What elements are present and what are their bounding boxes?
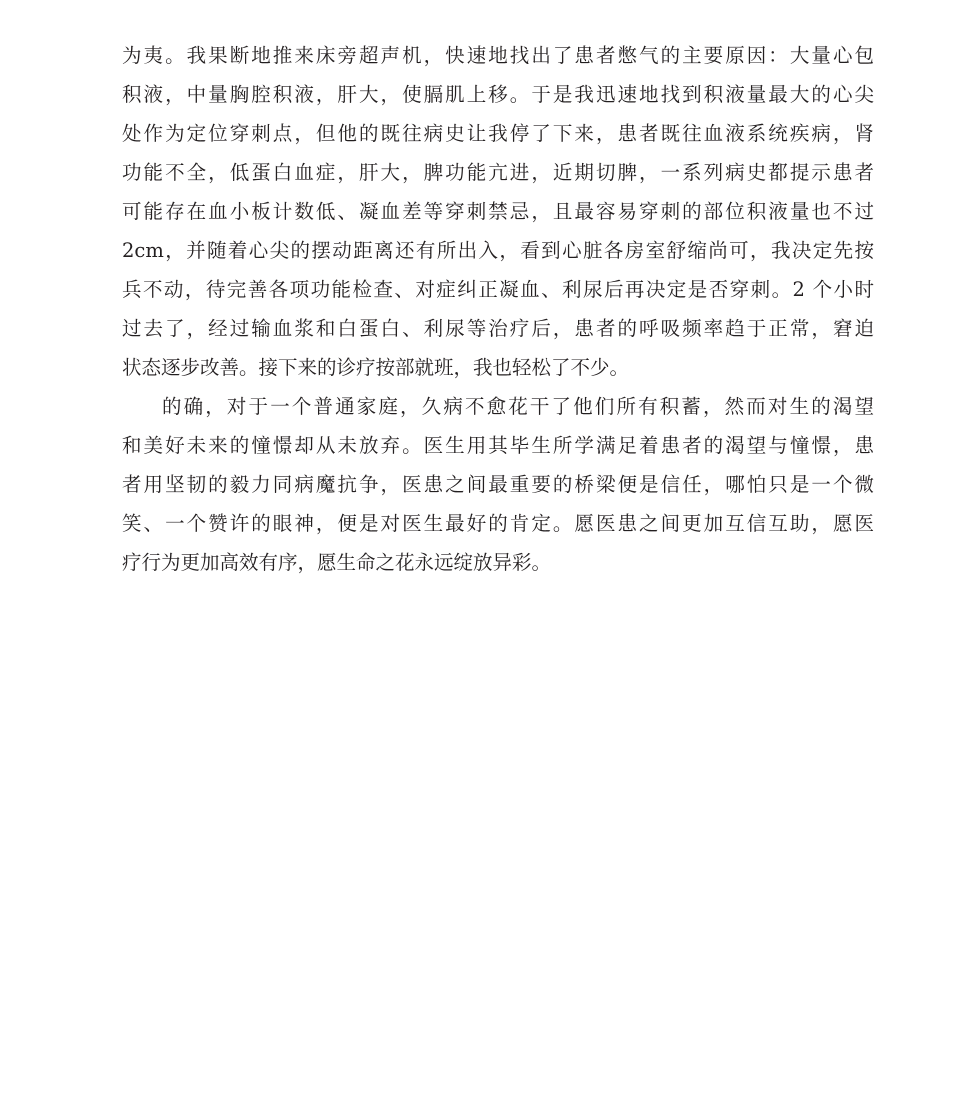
paragraph-closing (122, 387, 874, 582)
paragraph-continuation (122, 36, 874, 387)
text-line: 笑、一个赞许的眼神，便是对医生最好的肯定。愿医患之间更加互信互助，愿医 (122, 512, 874, 535)
text-line: 积液，中量胸腔积液，肝大，使膈肌上移。于是我迅速地找到积液量最大的心尖 (122, 83, 874, 106)
text-line: 疗行为更加高效有序，愿生命之花永远绽放异彩。 (122, 551, 552, 574)
text-line: 和美好未来的憧憬却从未放弃。医生用其毕生所学满足着患者的渴望与憧憬，患 (122, 434, 874, 457)
text-line: 的确，对于一个普通家庭，久病不愈花干了他们所有积蓄，然而对生的渴望 (162, 395, 874, 418)
text-line: 过去了，经过输血浆和白蛋白、利尿等治疗后，患者的呼吸频率趋于正常，窘迫 (122, 317, 874, 340)
text-line: 处作为定位穿刺点，但他的既往病史让我停了下来，患者既往血液系统疾病，肾 (122, 122, 874, 145)
text-line: 者用坚韧的毅力同病魔抗争，医患之间最重要的桥梁便是信任，哪怕只是一个微 (122, 473, 874, 496)
text-line: 为夷。我果断地推来床旁超声机，快速地找出了患者憋气的主要原因：大量心包 (122, 44, 874, 67)
text-line: 2cm，并随着心尖的摆动距离还有所出入，看到心脏各房室舒缩尚可，我决定先按 (122, 239, 874, 262)
text-line: 状态逐步改善。接下来的诊疗按部就班，我也轻松了不少。 (122, 356, 630, 379)
text-line: 兵不动，待完善各项功能检查、对症纠正凝血、利尿后再决定是否穿刺。2 个小时 (122, 278, 874, 301)
body-text (122, 36, 874, 582)
text-line: 功能不全，低蛋白血症，肝大，脾功能亢进，近期切脾，一系列病史都提示患者 (122, 161, 874, 184)
text-line: 可能存在血小板计数低、凝血差等穿刺禁忌，且最容易穿刺的部位积液量也不过 (122, 200, 874, 223)
